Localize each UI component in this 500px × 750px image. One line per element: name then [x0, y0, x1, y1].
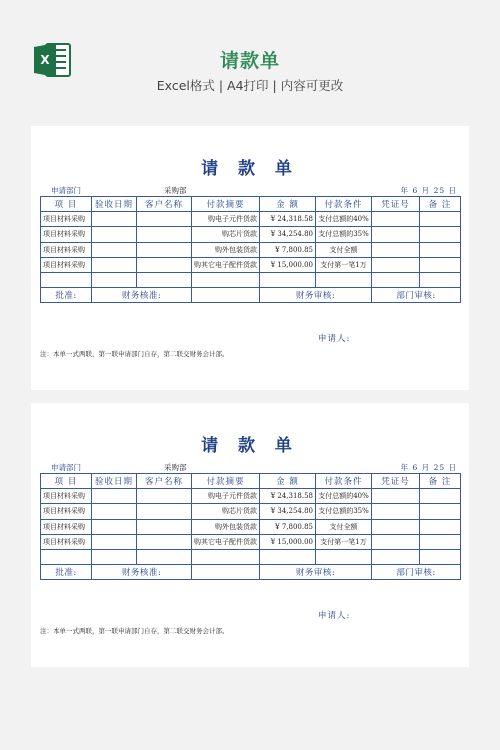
cell-remark[interactable]: [420, 227, 461, 242]
request-form-sheet-1: [31, 126, 469, 390]
column-header: 凭证号: [372, 197, 420, 212]
cell-date[interactable]: [92, 272, 137, 287]
cell-summary[interactable]: 购其它电子配件货款: [192, 534, 260, 549]
column-header: 付款条件: [316, 474, 372, 489]
cell-summary[interactable]: [192, 272, 260, 287]
request-form-sheet-2: [31, 403, 469, 667]
cell-item[interactable]: 项目材料采购: [41, 504, 92, 519]
column-header: 金 额: [260, 474, 316, 489]
cell-terms[interactable]: 支付全额: [316, 519, 372, 534]
cell-summary[interactable]: 购其它电子配件货款: [192, 257, 260, 272]
cell-item[interactable]: 项目材料采购: [41, 242, 92, 257]
payment-table: [40, 196, 461, 303]
cell-item[interactable]: 项目材料采购: [41, 227, 92, 242]
cell-item[interactable]: 项目材料采购: [41, 519, 92, 534]
cell-amount[interactable]: [260, 272, 316, 287]
table-header-row: [41, 197, 461, 212]
column-header: 验收日期: [92, 197, 137, 212]
cell-summary[interactable]: [192, 549, 260, 564]
cell-client[interactable]: [137, 534, 192, 549]
cell-terms[interactable]: 支付总额的35%: [316, 504, 372, 519]
dept-label: 申请部门: [51, 186, 81, 195]
cell-remark[interactable]: [420, 272, 461, 287]
cell-terms[interactable]: 支付总额的40%: [316, 489, 372, 504]
column-header: 备 注: [420, 197, 461, 212]
cell-voucher[interactable]: [372, 257, 420, 272]
column-header: 验收日期: [92, 474, 137, 489]
cell-amount[interactable]: ¥ 7,800.85: [260, 519, 316, 534]
form-note: 注：本单一式两联，第一联申请部门自存，第二联交财务会计部。: [40, 350, 229, 358]
table-row: [41, 489, 461, 504]
page-header: [0, 0, 500, 110]
dept-value: 采购部: [164, 463, 187, 472]
cell-remark[interactable]: [420, 257, 461, 272]
cell-client[interactable]: [137, 549, 192, 564]
applicant-label: 申请人:: [318, 611, 351, 621]
cell-client[interactable]: [137, 212, 192, 227]
approve-field[interactable]: [192, 565, 260, 580]
finance-review-label: 财务审核:: [260, 288, 372, 303]
cell-summary[interactable]: 购电子元件货款: [192, 489, 260, 504]
cell-client[interactable]: [137, 489, 192, 504]
cell-remark[interactable]: [420, 242, 461, 257]
cell-amount[interactable]: ¥ 34,254.80: [260, 227, 316, 242]
cell-summary[interactable]: 购芯片货款: [192, 227, 260, 242]
table-row: [41, 212, 461, 227]
dept-label: 申请部门: [51, 463, 81, 472]
cell-item[interactable]: [41, 272, 92, 287]
cell-terms[interactable]: 支付全额: [316, 242, 372, 257]
cell-date[interactable]: [92, 212, 137, 227]
cell-amount[interactable]: ¥ 15,000.00: [260, 534, 316, 549]
dept-review-label: 部门审核:: [372, 565, 461, 580]
cell-amount[interactable]: ¥ 7,800.85: [260, 242, 316, 257]
cell-item[interactable]: 项目材料采购: [41, 489, 92, 504]
column-header: 备 注: [420, 474, 461, 489]
finance-approve-label: 财务核准:: [92, 288, 192, 303]
dept-value: 采购部: [164, 186, 187, 195]
cell-voucher[interactable]: [372, 272, 420, 287]
cell-remark[interactable]: [420, 489, 461, 504]
cell-date[interactable]: [92, 227, 137, 242]
cell-date[interactable]: [92, 549, 137, 564]
cell-client[interactable]: [137, 257, 192, 272]
cell-voucher[interactable]: [372, 549, 420, 564]
cell-remark[interactable]: [420, 549, 461, 564]
approve-label: 批准:: [41, 565, 92, 580]
cell-item[interactable]: 项目材料采购: [41, 212, 92, 227]
finance-approve-label: 财务核准:: [92, 565, 192, 580]
cell-voucher[interactable]: [372, 534, 420, 549]
table-row: [41, 272, 461, 287]
cell-amount[interactable]: ¥ 24,318.58: [260, 489, 316, 504]
finance-review-label: 财务审核:: [260, 565, 372, 580]
applicant-label: 申请人:: [318, 334, 351, 344]
cell-voucher[interactable]: [372, 227, 420, 242]
cell-amount[interactable]: ¥ 34,254.80: [260, 504, 316, 519]
cell-voucher[interactable]: [372, 212, 420, 227]
cell-voucher[interactable]: [372, 489, 420, 504]
cell-terms[interactable]: 支付总额的35%: [316, 227, 372, 242]
cell-voucher[interactable]: [372, 242, 420, 257]
signature-row: [41, 565, 461, 580]
table-row: [41, 519, 461, 534]
cell-remark[interactable]: [420, 504, 461, 519]
column-header: 金 额: [260, 197, 316, 212]
cell-terms[interactable]: [316, 549, 372, 564]
table-row: [41, 227, 461, 242]
form-note: 注：本单一式两联，第一联申请部门自存，第二联交财务会计部。: [40, 627, 229, 635]
cell-date[interactable]: [92, 519, 137, 534]
cell-terms[interactable]: 支付第一笔1万: [316, 257, 372, 272]
signature-row: [41, 288, 461, 303]
svg-text:X: X: [40, 53, 50, 67]
payment-table: [40, 473, 461, 580]
cell-remark[interactable]: [420, 519, 461, 534]
column-header: 付款摘要: [192, 474, 260, 489]
cell-date[interactable]: [92, 504, 137, 519]
page-title: 请款单: [219, 50, 280, 72]
dept-review-label: 部门审核:: [372, 288, 461, 303]
approve-label: 批准:: [41, 288, 92, 303]
cell-date[interactable]: [92, 489, 137, 504]
page-subtitle: Excel格式 | A4打印 | 内容可更改: [156, 78, 344, 93]
column-header: 项 目: [41, 474, 92, 489]
cell-item[interactable]: 项目材料采购: [41, 257, 92, 272]
cell-terms[interactable]: 支付第一笔1万: [316, 534, 372, 549]
column-header: 付款摘要: [192, 197, 260, 212]
cell-client[interactable]: [137, 272, 192, 287]
table-row: [41, 549, 461, 564]
approve-field[interactable]: [192, 288, 260, 303]
cell-date[interactable]: [92, 534, 137, 549]
cell-summary[interactable]: 购电子元件货款: [192, 212, 260, 227]
cell-summary[interactable]: 购外包装货款: [192, 242, 260, 257]
column-header: 项 目: [41, 197, 92, 212]
cell-terms[interactable]: 支付总额的40%: [316, 212, 372, 227]
table-row: [41, 242, 461, 257]
cell-summary[interactable]: 购外包装货款: [192, 519, 260, 534]
cell-remark[interactable]: [420, 212, 461, 227]
cell-date[interactable]: [92, 242, 137, 257]
column-header: 客户名称: [137, 474, 192, 489]
cell-terms[interactable]: [316, 272, 372, 287]
cell-client[interactable]: [137, 227, 192, 242]
column-header: 凭证号: [372, 474, 420, 489]
cell-client[interactable]: [137, 504, 192, 519]
form-date: 年 6 月 25 日: [400, 463, 457, 472]
cell-remark[interactable]: [420, 534, 461, 549]
table-row: [41, 504, 461, 519]
cell-client[interactable]: [137, 242, 192, 257]
table-row: [41, 534, 461, 549]
column-header: 客户名称: [137, 197, 192, 212]
cell-item[interactable]: [41, 549, 92, 564]
cell-date[interactable]: [92, 257, 137, 272]
cell-item[interactable]: 项目材料采购: [41, 534, 92, 549]
form-date: 年 6 月 25 日: [400, 186, 457, 195]
table-row: [41, 257, 461, 272]
column-header: 付款条件: [316, 197, 372, 212]
cell-client[interactable]: [137, 519, 192, 534]
form-title: 请 款 单: [201, 436, 299, 456]
cell-voucher[interactable]: [372, 519, 420, 534]
cell-amount[interactable]: [260, 549, 316, 564]
table-header-row: [41, 474, 461, 489]
cell-voucher[interactable]: [372, 504, 420, 519]
cell-summary[interactable]: 购芯片货款: [192, 504, 260, 519]
cell-amount[interactable]: ¥ 15,000.00: [260, 257, 316, 272]
form-title: 请 款 单: [201, 159, 299, 179]
cell-amount[interactable]: ¥ 24,318.58: [260, 212, 316, 227]
